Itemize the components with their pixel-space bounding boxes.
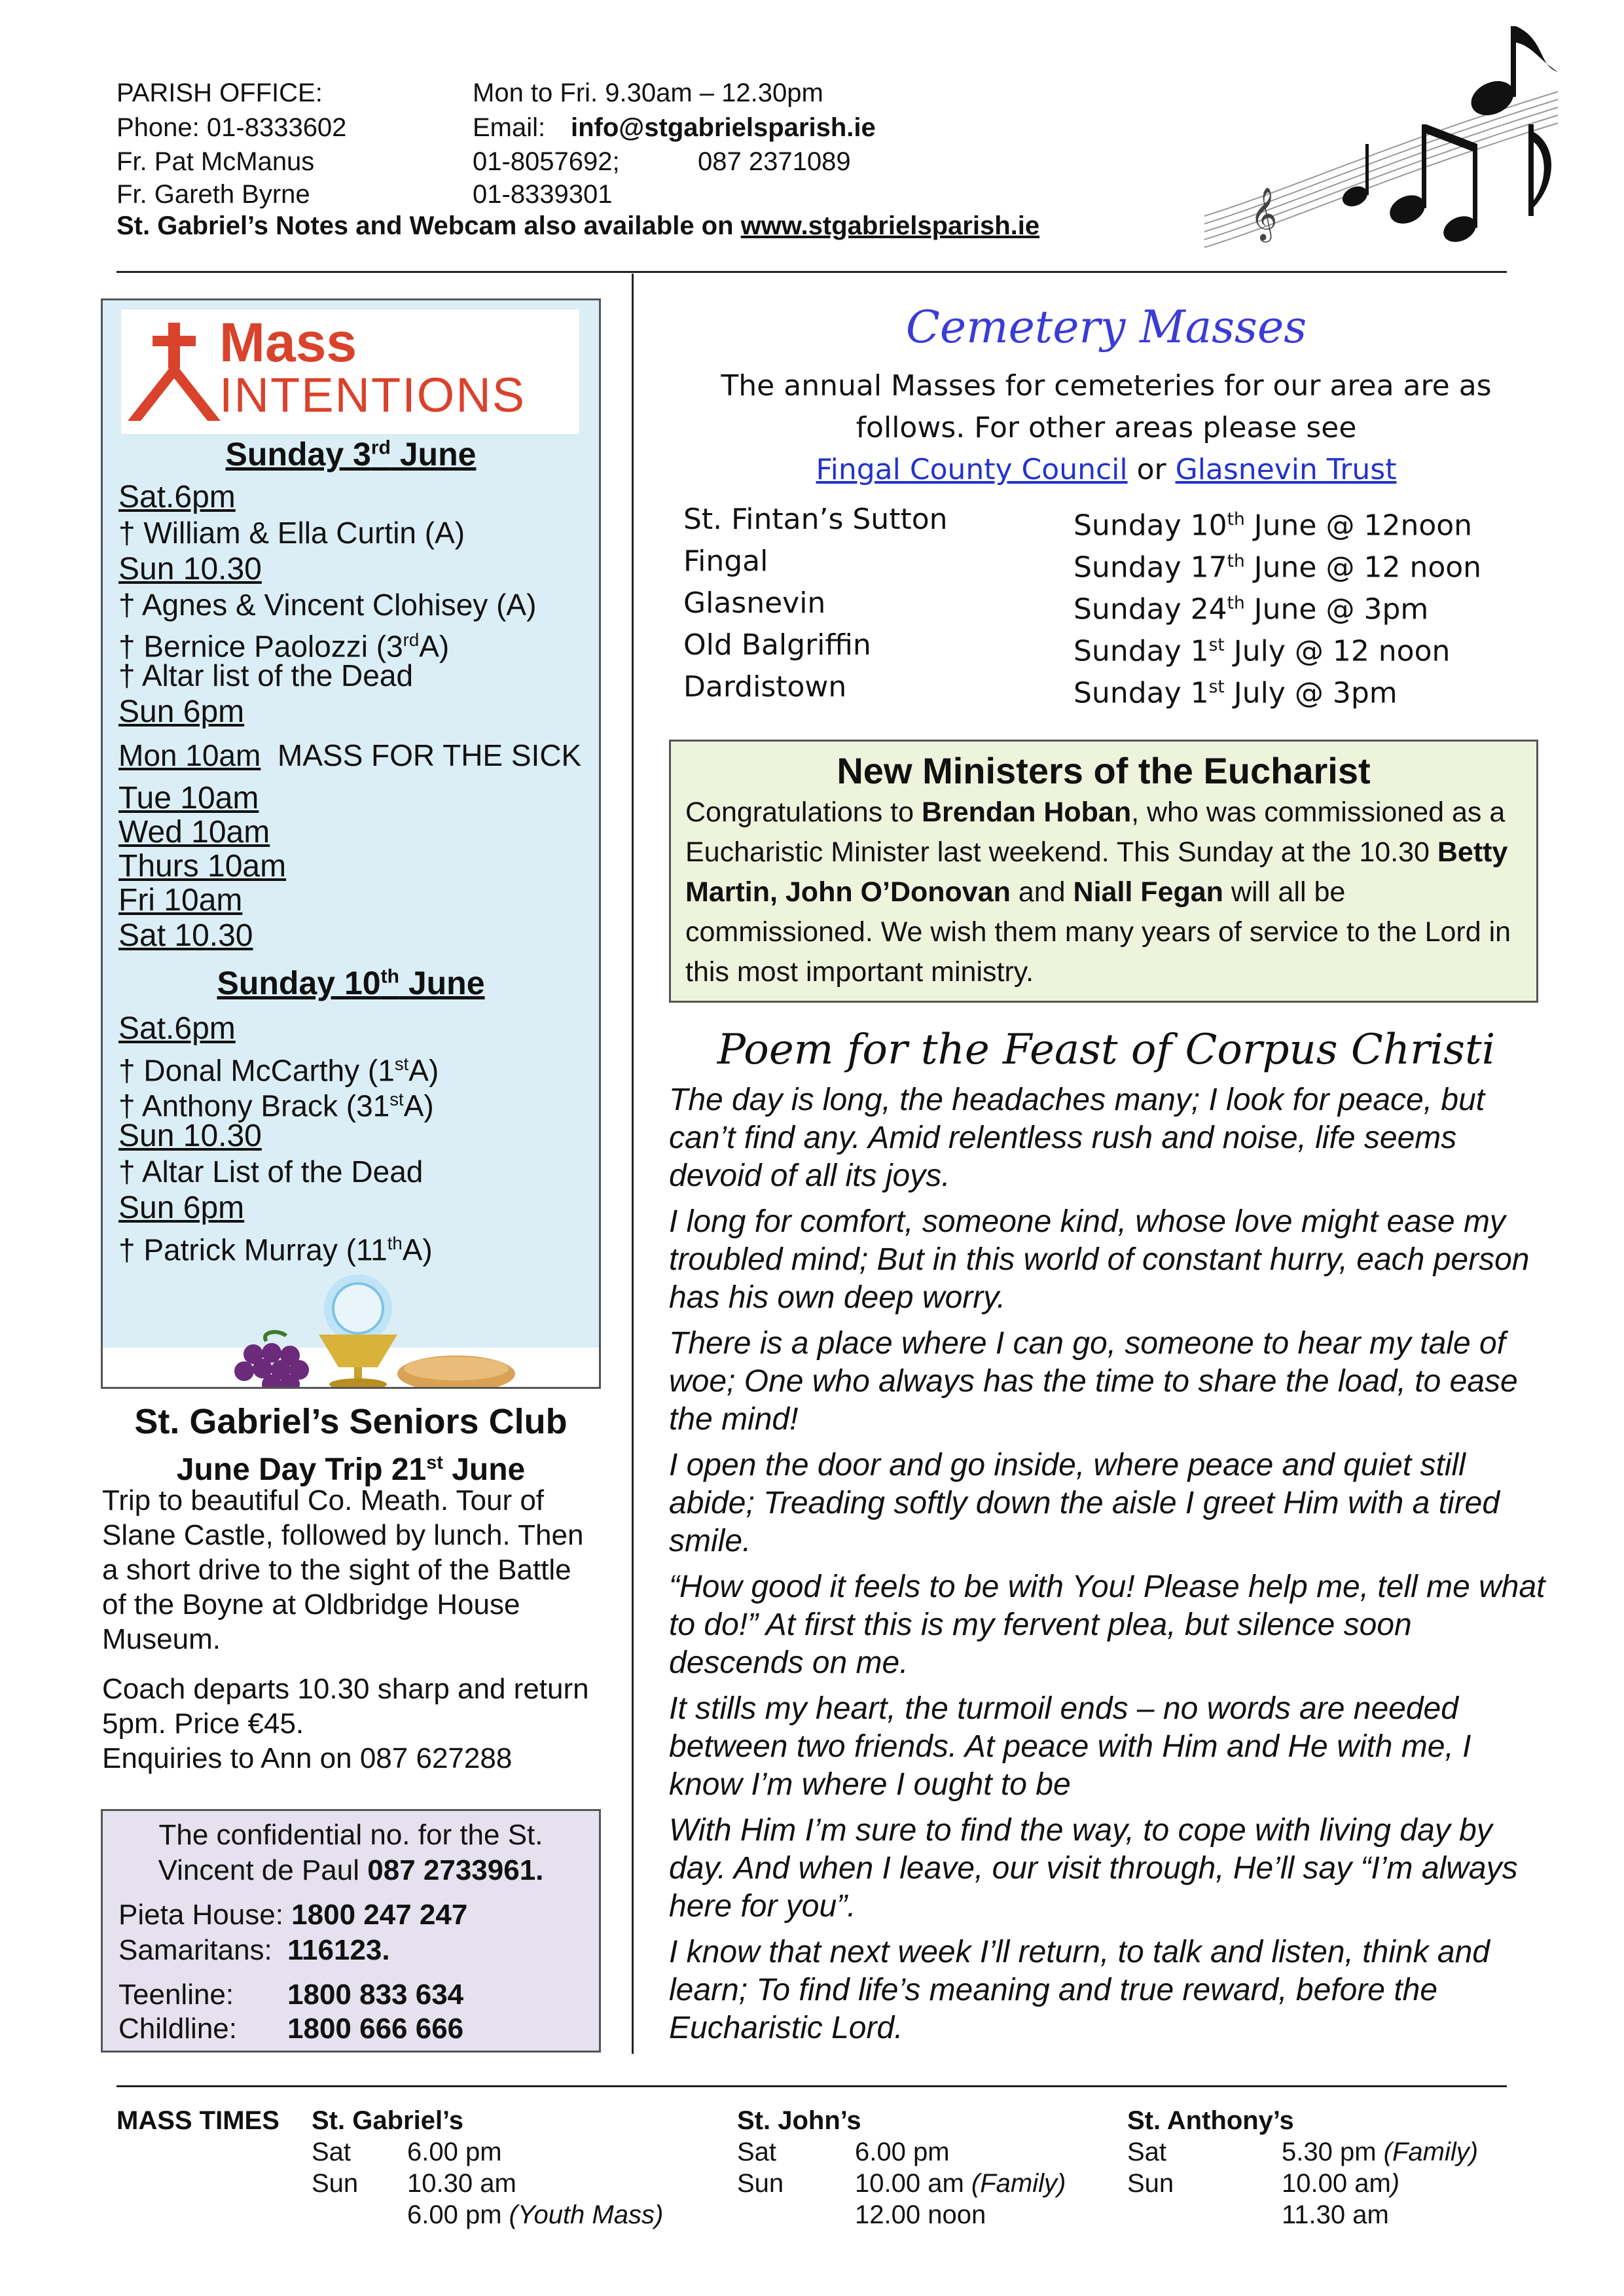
email-label: Email:: [473, 113, 546, 142]
chalice-grapes-bread-icon: [103, 1269, 601, 1389]
childline-number: 1800 666 666: [287, 2013, 464, 2045]
svg-text:𝄞: 𝄞: [1250, 187, 1278, 240]
phone: Phone: 01-8333602: [117, 113, 347, 142]
cemetery-links: Fingal County Council or Glasnevin Trust: [816, 453, 1397, 486]
cemetery-title: Cemetery Masses: [905, 302, 1307, 353]
priest-2-phone: 01-8339301: [473, 180, 613, 209]
w1-sun-intention-3: † Altar list of the Dead: [118, 658, 414, 692]
w1-sun6-time: Sun 6pm: [118, 694, 245, 729]
cemetery-place: Dardistown: [683, 670, 847, 704]
ministers-title: New Ministers of the Eucharist: [837, 750, 1371, 791]
poem-stanza: I long for comfort, someone kind, whose love might ease my troubled mind; But in this world of constant hurry, each person has his own deep worry.: [669, 1204, 1530, 1315]
gabriel-sat-day: Sat: [312, 2138, 352, 2166]
priest-1-phone: 01-8057692;: [473, 147, 620, 176]
john-sun-time-2: 12.00 noon: [855, 2200, 986, 2229]
john-sun-day: Sun: [737, 2169, 784, 2198]
cemetery-intro-1: The annual Masses for cemeteries for our area are as: [721, 369, 1492, 403]
seniors-trip-heading: June Day Trip 21st June: [176, 1452, 526, 1487]
sat1030-mass: Sat 10.30: [118, 918, 253, 953]
office-hours: Mon to Fri. 9.30am – 12.30pm: [473, 79, 823, 107]
column-divider: [632, 274, 634, 2054]
w2-sun6-intention-1: † Patrick Murray (11thA): [118, 1232, 433, 1267]
priest-2-name: Fr. Gareth Byrne: [117, 180, 310, 209]
poem-stanza: “How good it feels to be with You! Please help me, tell me what to do!” At first this is my fervent plea, but silence soon descends on me.: [669, 1570, 1545, 1680]
svp-line2: Vincent de Paul 087 2733961.: [158, 1854, 544, 1886]
poem-stanza: It stills my heart, the turmoil ends – no words are needed between two friends. At peace with Him and He with me, I know I’m where I ought to be: [669, 1691, 1471, 1802]
poem-stanza: There is a place where I can go, someone to hear my tale of woe; One who always has the time to share the load, to ease the mind!: [669, 1326, 1518, 1437]
header-divider: [117, 271, 1507, 273]
office-label: PARISH OFFICE:: [117, 79, 323, 107]
w1-sun1030-time: Sun 10.30: [118, 552, 262, 586]
priest-1-name: Fr. Pat McManus: [117, 147, 315, 176]
john-sat-day: Sat: [737, 2138, 777, 2166]
pieta-line: Pieta House: 1800 247 247: [118, 1899, 468, 1931]
mon-mass: Mon 10am MASS FOR THE SICK: [118, 738, 582, 772]
teenline-label: Teenline:: [118, 1979, 234, 2011]
anthony-sat-time: 5.30 pm (Family): [1282, 2138, 1479, 2166]
svp-line1: The confidential no. for the St.: [158, 1819, 543, 1851]
anthony-sun-day: Sun: [1127, 2169, 1174, 2198]
mass-intentions-box: [101, 298, 601, 1389]
footer-divider: [117, 2085, 1507, 2087]
samaritans-line: Samaritans:: [118, 1934, 272, 1966]
w1-sun-intention-1: † Agnes & Vincent Clohisey (A): [118, 588, 537, 622]
john-sat-time: 6.00 pm: [855, 2138, 950, 2166]
poem-stanza: I know that next week I’ll return, to talk and listen, think and learn; To find life’s meaning and true reward, before the Eucharistic Lord.: [669, 1935, 1490, 2045]
email-link[interactable]: info@stgabrielsparish.ie: [571, 113, 876, 142]
gabriel-sun-time-1: 10.30 am: [407, 2169, 516, 2198]
seniors-title: St. Gabriel’s Seniors Club: [134, 1402, 568, 1441]
childline-label: Childline:: [118, 2013, 237, 2045]
w2-sat-time: Sat.6pm: [118, 1011, 236, 1046]
st-anthonys-name: St. Anthony’s: [1127, 2106, 1294, 2135]
w1-sat-time: Sat.6pm: [118, 480, 236, 514]
gabriel-sun-day: Sun: [312, 2169, 359, 2198]
w1-sat-intention: † William & Ella Curtin (A): [118, 516, 465, 550]
ministers-body: Congratulations to Brendan Hoban, who was commissioned as a Eucharistic Minister last weekend. This Sunday at the 10.30 Betty Martin, John O’Donovan and Niall Fegan will all be commissioned. We wish them many years of service to the Lord in this most important ministry.: [685, 797, 1511, 988]
helplines-box: [101, 1809, 601, 2053]
gabriel-sat-time: 6.00 pm: [407, 2138, 502, 2166]
seniors-coach: Coach departs 10.30 sharp and return 5pm. Price €45.: [102, 1673, 589, 1740]
week2-heading: Sunday 10th June: [217, 965, 485, 1001]
fri-mass: Fri 10am: [118, 883, 243, 918]
cemetery-place: Fingal: [683, 545, 768, 578]
cemetery-place: Glasnevin: [683, 586, 826, 620]
ministers-box: [669, 740, 1538, 1003]
cemetery-date: Sunday 1st July @ 12 noon: [1074, 634, 1451, 668]
cemetery-place: Old Balgriffin: [683, 628, 871, 662]
seniors-description: Trip to beautiful Co. Meath. Tour of Slane Castle, followed by lunch. Then a short drive to the sight of the Battle of the Boyne at Oldbridge House Museum.: [102, 1484, 584, 1655]
gabriel-sun-time-2: 6.00 pm (Youth Mass): [407, 2200, 664, 2229]
thu-mass: Thurs 10am: [118, 849, 287, 884]
logo-word-intentions: INTENTIONS: [219, 368, 526, 422]
seniors-enquiries: Enquiries to Ann on 087 627288: [102, 1742, 513, 1774]
poem-title: Poem for the Feast of Corpus Christi: [717, 1026, 1496, 1074]
w1-sun-intention-2: † Bernice Paolozzi (3rdA): [118, 629, 450, 664]
fingal-county-council-link[interactable]: Fingal County Council: [816, 453, 1128, 486]
w2-sun6-time: Sun 6pm: [118, 1191, 245, 1225]
music-notes-icon: [1191, 13, 1571, 262]
notes-prefix: St. Gabriel’s Notes and Webcam also available on: [117, 211, 734, 240]
john-sun-time-1: 10.00 am (Family): [855, 2169, 1066, 2198]
wed-mass: Wed 10am: [118, 815, 270, 850]
teenline-number: 1800 833 634: [287, 1979, 464, 2011]
cemetery-date: Sunday 24th June @ 3pm: [1074, 592, 1429, 626]
cemetery-date: Sunday 1st July @ 3pm: [1074, 676, 1398, 710]
logo-word-mass: Mass: [219, 312, 357, 373]
anthony-sun-time-1: 10.00 am): [1282, 2169, 1400, 2198]
st-gabriels-name: St. Gabriel’s: [312, 2106, 463, 2135]
w2-sat-intention-1: † Donal McCarthy (1stA): [118, 1053, 439, 1088]
tue-mass: Tue 10am: [118, 781, 259, 816]
w2-sat-intention-2: † Anthony Brack (31stA): [118, 1088, 434, 1123]
samaritans-number: 116123.: [287, 1934, 390, 1966]
poem-stanza: The day is long, the headaches many; I look for peace, but can’t find any. Amid relentless rush and noise, life seems devoid of all its joys.: [669, 1083, 1485, 1193]
website-link[interactable]: www.stgabrielsparish.ie: [740, 211, 1040, 240]
poem-stanza: With Him I’m sure to find the way, to cope with living day by day. And when I leave, our visit through, He’ll say “I’m always here for you”.: [669, 1813, 1518, 1924]
cemetery-intro-2: follows. For other areas please see: [856, 411, 1357, 444]
cemetery-date: Sunday 10th June @ 12noon: [1074, 509, 1473, 543]
anthony-sun-time-2: 11.30 am: [1282, 2200, 1389, 2229]
w2-sun1030-time: Sun 10.30: [118, 1119, 262, 1153]
st-johns-name: St. John’s: [737, 2106, 861, 2135]
mass-times-label: MASS TIMES: [117, 2106, 280, 2135]
anthony-sat-day: Sat: [1127, 2138, 1167, 2166]
w2-sun-intention-1: † Altar List of the Dead: [118, 1155, 424, 1189]
cemetery-place: St. Fintan’s Sutton: [683, 503, 948, 536]
cemetery-date: Sunday 17th June @ 12 noon: [1074, 550, 1482, 584]
poem-stanza: I open the door and go inside, where peace and quiet still abide; Treading softly down the aisle I greet Him with a tired smile.: [669, 1448, 1500, 1558]
priest-1-mobile: 087 2371089: [698, 147, 851, 176]
glasnevin-trust-link[interactable]: Glasnevin Trust: [1175, 453, 1397, 486]
week1-heading: Sunday 3rd June: [225, 436, 477, 473]
